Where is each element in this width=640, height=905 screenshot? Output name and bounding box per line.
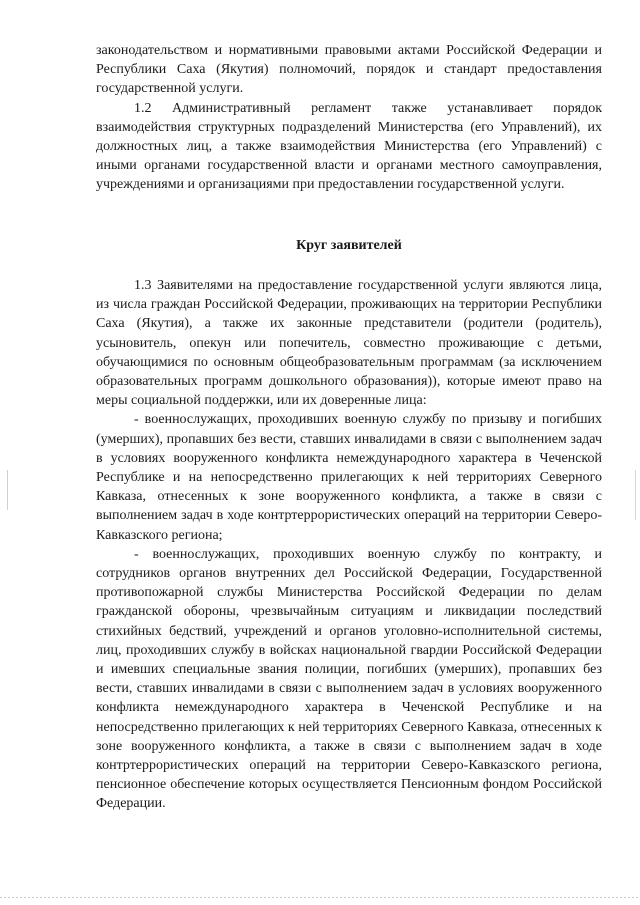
document-main-section	[96, 276, 602, 814]
scan-artifact-left	[7, 470, 8, 510]
scan-artifact-bottom	[0, 897, 640, 898]
document-top-section	[96, 41, 602, 195]
paragraph-1-2: 1.2 Административный регламент также устанавливает порядок взаимодействия структурных подразделений Министерства (его Управлений), их должностных лиц, а также взаимодействия Министерства (его Управлений) с иными органами государственной власти и органами местного самоуправления, учреждениями и организациями при предоставлении государственной услуги.	[96, 100, 602, 193]
section-heading: Круг заявителей	[296, 238, 402, 253]
list-item: - военнослужащих, проходивших военную службу по контракту, и сотрудников органов внутренних дел Российской Федерации, Государственной противопожарной службы Министерства Российской Федерации по делам гражданской обороны, чрезвычайным ситуациям и ликвидации последствий стихийных бедствий, учреждений и органов уголовно-исполнительной системы, лиц, проходивших службу в войсках национальной гвардии Российской Федерации и имевших специальные звания полиции, погибших (умерших), пропавших без вести, ставших инвалидами в связи с выполнением задач в условиях вооруженного конфликта немеждународного характера в Чеченской Республике и на непосредственно прилегающих к ней территориях Северного Кавказа, отнесенных к зоне вооруженного конфликта, а также в связи с выполнением задач в ходе контртеррористических операций на территории Северо-Кавказского региона, пенсионное обеспечение которых осуществляется Пенсионным фондом Российской Федерации.	[96, 546, 602, 812]
list-item: - военнослужащих, проходивших военную службу по призыву и погибших (умерших), пропавших без вести, ставших инвалидами в связи с выполнением задач в условиях вооруженного конфликта немеждународного характера в Чеченской Республике и на непосредственно прилегающих к ней территориях Северного Кавказа, отнесенных к зоне вооруженного конфликта, а также в связи с выполнением задач в ходе контртеррористических операций на территории Северо-Кавказского региона;	[96, 412, 602, 543]
intro-paragraph: законодательством и нормативными правовыми актами Российской Федерации и Республики Саха (Якутия) полномочий, порядок и стандарт предоставления государственной услуги.	[96, 43, 602, 97]
paragraph-1-3: 1.3 Заявителями на предоставление государственной услуги являются лица, из числа граждан Российской Федерации, проживающих на территории Республики Саха (Якутия), а также их законные представители (родители (родитель), усыновитель, опекун или попечитель, совместно проживающие с детьми, обучающимися по основным общеобразовательным программам (за исключением образовательных программ дошкольного образования)), которые имеют право на меры социальной поддержки, или их доверенные лица:	[96, 278, 602, 409]
scan-artifact-right	[635, 470, 636, 520]
